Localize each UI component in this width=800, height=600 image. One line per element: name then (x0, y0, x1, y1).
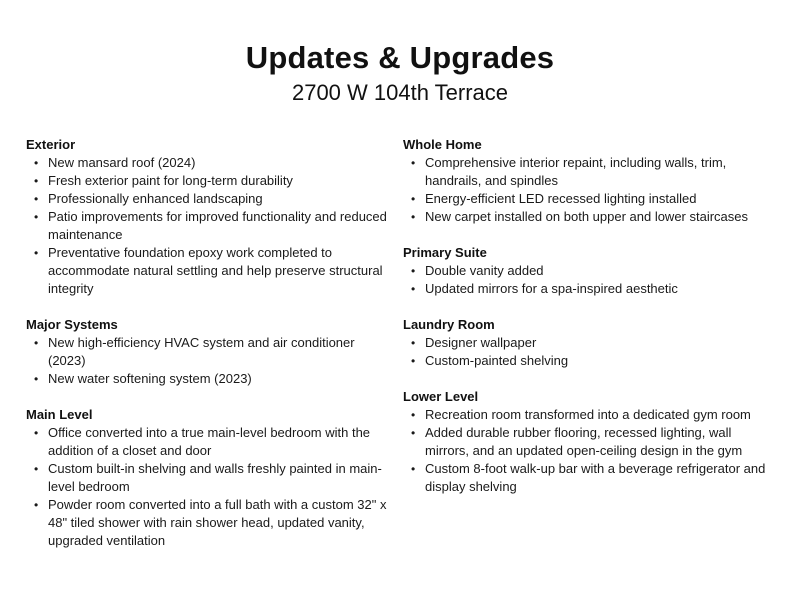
bullet-list (26, 334, 388, 388)
list-item: • Designer wallpaper (403, 334, 773, 352)
section-lower-level (403, 388, 773, 496)
section-exterior (26, 136, 388, 298)
section-major-systems (26, 316, 388, 388)
list-item: • Updated mirrors for a spa-inspired aesthetic (403, 280, 773, 298)
list-item: • Custom built-in shelving and walls freshly painted in main-level bedroom (26, 460, 388, 496)
section-heading: Lower Level (403, 389, 479, 404)
list-item: • Double vanity added (403, 262, 773, 280)
section-main-level (26, 406, 388, 550)
section-heading: Laundry Room (403, 317, 495, 332)
list-item: • Fresh exterior paint for long-term durability (26, 172, 388, 190)
section-heading: Whole Home (403, 137, 482, 152)
list-item: • Office converted into a true main-level bedroom with the addition of a closet and door (26, 424, 388, 460)
page-subtitle-address: 2700 W 104th Terrace (291, 80, 509, 105)
list-item: • Energy-efficient LED recessed lighting installed (403, 190, 773, 208)
section-whole-home (403, 136, 773, 226)
left-column (26, 136, 388, 568)
list-item: • Custom-painted shelving (403, 352, 773, 370)
section-primary-suite (403, 244, 773, 298)
bullet-list (403, 406, 773, 496)
bullet-list (26, 154, 388, 298)
list-item: • Recreation room transformed into a dedicated gym room (403, 406, 773, 424)
list-item: • Professionally enhanced landscaping (26, 190, 388, 208)
section-heading: Main Level (26, 407, 93, 422)
list-item: • Powder room converted into a full bath with a custom 32" x 48" tiled shower with rain shower head, updated vanity, upgraded ventilation (26, 496, 388, 550)
list-item: • New water softening system (2023) (26, 370, 388, 388)
bullet-list (26, 424, 388, 550)
page-title: Updates & Upgrades (245, 40, 555, 75)
list-item: • Preventative foundation epoxy work completed to accommodate natural settling and help preserve structural integrity (26, 244, 388, 298)
list-item: • Patio improvements for improved functionality and reduced maintenance (26, 208, 388, 244)
bullet-list (403, 154, 773, 226)
section-heading: Major Systems (26, 317, 118, 332)
list-item: • New mansard roof (2024) (26, 154, 388, 172)
list-item: • Added durable rubber flooring, recessed lighting, wall mirrors, and an updated open-ceiling design in the gym (403, 424, 773, 460)
section-heading: Exterior (26, 137, 76, 152)
right-column (403, 136, 773, 514)
bullet-list (403, 262, 773, 298)
list-item: • New carpet installed on both upper and lower staircases (403, 208, 773, 226)
section-laundry-room (403, 316, 773, 370)
section-heading: Primary Suite (403, 245, 487, 260)
bullet-list (403, 334, 773, 370)
list-item: • New high-efficiency HVAC system and air conditioner (2023) (26, 334, 388, 370)
list-item: • Comprehensive interior repaint, including walls, trim, handrails, and spindles (403, 154, 773, 190)
list-item: • Custom 8-foot walk-up bar with a beverage refrigerator and display shelving (403, 460, 773, 496)
